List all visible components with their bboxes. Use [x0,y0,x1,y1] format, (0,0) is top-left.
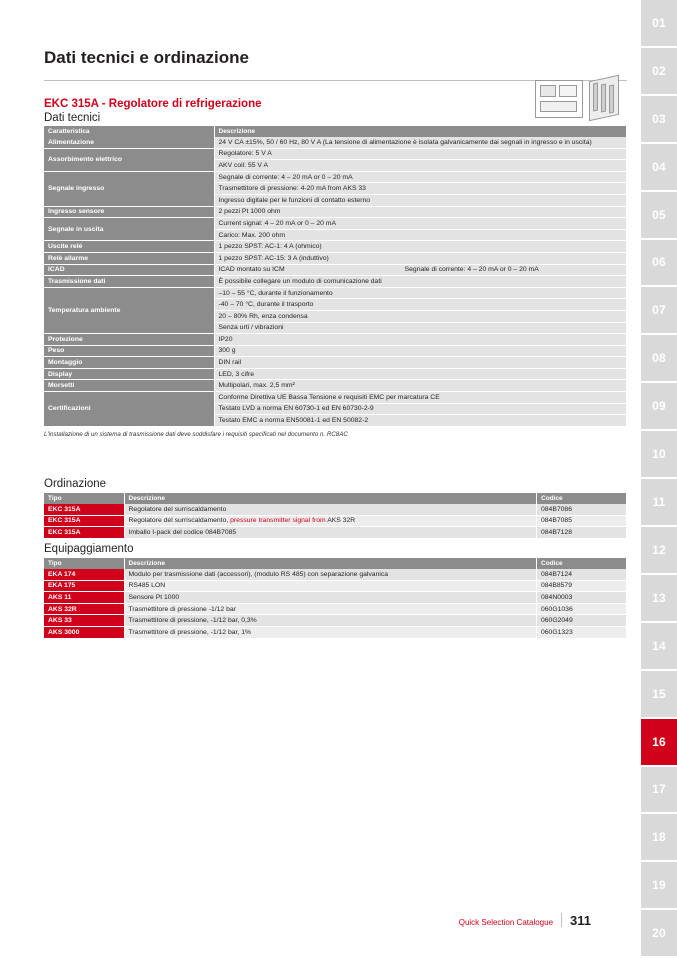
row-label: Ingresso sensore [44,206,214,218]
order-type: EKC 315A [44,515,124,527]
row-value: Testato EMC a norma EN50081-1 ed EN 50082-2 [214,415,627,427]
equip-type: AKS 32R [44,603,124,615]
row-label: ICAD [44,264,214,276]
row-value: DIN rail [214,357,627,369]
table-row [44,287,627,299]
equip-code: 060G1036 [537,603,627,615]
table-row [44,592,627,604]
row-label: Morsetti [44,380,214,392]
table-header-row [44,493,627,504]
table-row [44,252,627,264]
row-value: È possibile collegare un modulo di comunicazione dati [214,276,627,288]
order-heading: Ordinazione [44,478,107,490]
table-row [44,241,627,253]
product-heading: EKC 315A - Regolatore di refrigerazione [44,98,262,110]
chapter-tab-09[interactable]: 09 [641,383,677,429]
th-descrizione: Descrizione [124,558,537,569]
row-label: Assorbimento elettrico [44,148,214,171]
equip-type: AKS 11 [44,592,124,604]
equip-desc: Sensore Pt 1000 [124,592,537,604]
table-row [44,357,627,369]
chapter-tab-02[interactable]: 02 [641,48,677,94]
equip-code: 084N0003 [537,592,627,604]
chapter-tab-18[interactable]: 18 [641,814,677,860]
page-footer [459,911,591,928]
table-row [44,569,627,580]
th-tipo: Tipo [44,558,124,569]
row-value: Conforme Direttiva UE Bassa Tensione e requisiti EMC per marcatura CE [214,392,627,404]
icad-extra-value: Segnale di corrente: 4 – 20 mA or 0 – 20 mA [404,266,539,274]
row-value: Regolatore: 5 V A [214,148,627,160]
row-value: Trasmettitore di pressione: 4-20 mA from AKS 33 [214,183,627,195]
chapter-tab-15[interactable]: 15 [641,671,677,717]
chapter-tab-16[interactable]: 16 [641,719,677,765]
equip-desc: Trasmettitore di pressione -1/12 bar [124,603,537,615]
order-type: EKC 315A [44,504,124,515]
row-label: Segnale in uscita [44,218,214,241]
table-row [44,334,627,346]
chapter-tab-04[interactable]: 04 [641,144,677,190]
th-codice: Codice [537,493,627,504]
table-row [44,515,627,527]
order-desc: Regolatore del surriscaldamento [124,504,537,515]
equip-desc: Modulo per trasmissione dati (accessori), (modulo RS 485) con separazione galvanica [124,569,537,580]
row-value: LED, 3 cifre [214,368,627,380]
technical-data-table [44,126,627,427]
chapter-tab-03[interactable]: 03 [641,96,677,142]
table-header-row [44,126,627,137]
equip-type: AKS 33 [44,615,124,627]
row-value: Segnale di corrente: 4 – 20 mA or 0 – 20 mA [214,171,627,183]
table-row [44,171,627,183]
table-row [44,206,627,218]
row-value: AKV coil: 55 V A [214,160,627,172]
row-label: Trasmissione dati [44,276,214,288]
row-value: IP20 [214,334,627,346]
chapter-tab-rail [641,0,677,958]
chapter-tab-10[interactable]: 10 [641,431,677,477]
table-row [44,392,627,404]
row-value: 1 pezzo SPST: AC-1: 4 A (ohmico) [214,241,627,253]
row-value: 20 – 80% Rh, enza condensa [214,310,627,322]
order-code: 084B7086 [537,504,627,515]
chapter-tab-11[interactable]: 11 [641,479,677,525]
page-title: Dati tecnici e ordinazione [44,48,249,67]
tech-heading: Dati tecnici [44,112,101,124]
row-value: Ingresso digitale per le funzioni di contatto esterno [214,194,627,206]
equip-type: EKA 174 [44,569,124,580]
order-desc-highlight: pressure transmitter signal from [230,517,326,525]
chapter-tab-13[interactable]: 13 [641,575,677,621]
table-header-row [44,558,627,569]
footnote: L'installazione di un sistema di trasmissione dati deve soddisfare i requisiti specificati nel documento n. RC8AC [44,430,348,438]
equip-desc: RS485 LON [124,580,537,592]
footer-divider [561,913,562,927]
equipment-section [44,543,627,639]
row-label: Uscite relè [44,241,214,253]
chapter-tab-19[interactable]: 19 [641,862,677,908]
row-value: 300 g [214,345,627,357]
row-value: 24 V CA ±15%, 50 / 60 Hz, 80 V A (La tensione di alimentazione è isolata galvanicamente dai segnali in ingresso e in uscita) [214,137,627,148]
order-type: EKC 315A [44,527,124,539]
row-label: Montaggio [44,357,214,369]
row-label: Display [44,368,214,380]
row-value: -40 – 70 °C, durante il trasporto [214,299,627,311]
th-descrizione: Descrizione [214,126,627,137]
footer-catalogue-label: Quick Selection Catalogue [458,918,554,927]
order-code: 084B7085 [537,515,627,527]
table-row [44,148,627,160]
row-value: Multipolari, max. 2,5 mm² [214,380,627,392]
table-row [44,580,627,592]
row-label: Segnale ingresso [44,171,214,206]
chapter-tab-14[interactable]: 14 [641,623,677,669]
equip-desc: Trasmettitore di pressione, -1/12 bar, 0,3% [124,615,537,627]
row-label: Certificazioni [44,392,214,427]
equip-desc: Trasmettitore di pressione, -1/12 bar, 1% [124,626,537,638]
equip-code: 084B7124 [537,569,627,580]
page-number: 311 [570,913,591,928]
order-desc-tail: AKS 32R [325,517,356,525]
chapter-tab-06[interactable]: 06 [641,240,677,286]
chapter-tab-01[interactable]: 01 [641,0,677,46]
row-label: Protezione [44,334,214,346]
table-row [44,527,627,539]
order-desc: Imballo I-pack del codice 084B7085 [124,527,537,539]
row-label: Temperatura ambiente [44,287,214,333]
equip-code: 084B8579 [537,580,627,592]
th-descrizione: Descrizione [124,493,537,504]
chapter-tab-08[interactable]: 08 [641,335,677,381]
table-row [44,345,627,357]
order-desc-lead: Regolatore del surriscaldamento, [128,517,231,525]
order-desc [124,515,537,527]
ordering-section [44,478,627,539]
row-label: Relè allarme [44,252,214,264]
th-tipo: Tipo [44,493,124,504]
table-row [44,368,627,380]
equip-type: EKA 175 [44,580,124,592]
equip-code: 060G2049 [537,615,627,627]
chapter-tab-17[interactable]: 17 [641,767,677,813]
th-codice: Codice [537,558,627,569]
row-value: 2 pezzi Pt 1000 ohm [214,206,627,218]
row-value: Current signal: 4 – 20 mA or 0 – 20 mA [214,218,627,230]
row-label: Peso [44,345,214,357]
table-row [44,626,627,638]
row-value: –10 – 55 °C, durante il funzionamento [214,287,627,299]
equip-heading: Equipaggiamento [44,543,134,555]
th-caratteristica: Caratteristica [44,126,214,137]
equipment-table [44,558,627,639]
row-value [214,264,627,276]
row-value: Testato LVD a norma EN 60730-1 ed EN 60730-2-9 [214,403,627,415]
chapter-tab-07[interactable]: 07 [641,287,677,333]
row-value: 1 pezzo SPST: AC-15: 3 A (induttivo) [214,252,627,264]
equip-code: 060G1323 [537,626,627,638]
technical-data-section [44,112,627,438]
table-row [44,603,627,615]
table-row [44,218,627,230]
table-row [44,380,627,392]
table-row [44,264,627,276]
chapter-tab-12[interactable]: 12 [641,527,677,573]
row-label: Alimentazione [44,137,214,148]
chapter-tab-05[interactable]: 05 [641,192,677,238]
table-row [44,504,627,515]
row-value: Senza urti / vibrazioni [214,322,627,334]
icad-value: ICAD montato su ICM [218,266,285,274]
table-row [44,276,627,288]
table-row [44,137,627,148]
ordering-table [44,493,627,539]
equip-type: AKS 3000 [44,626,124,638]
order-code: 084B7128 [537,527,627,539]
row-value: Carico: Max. 200 ohm [214,229,627,241]
chapter-tab-20[interactable]: 20 [641,910,677,956]
table-row [44,615,627,627]
